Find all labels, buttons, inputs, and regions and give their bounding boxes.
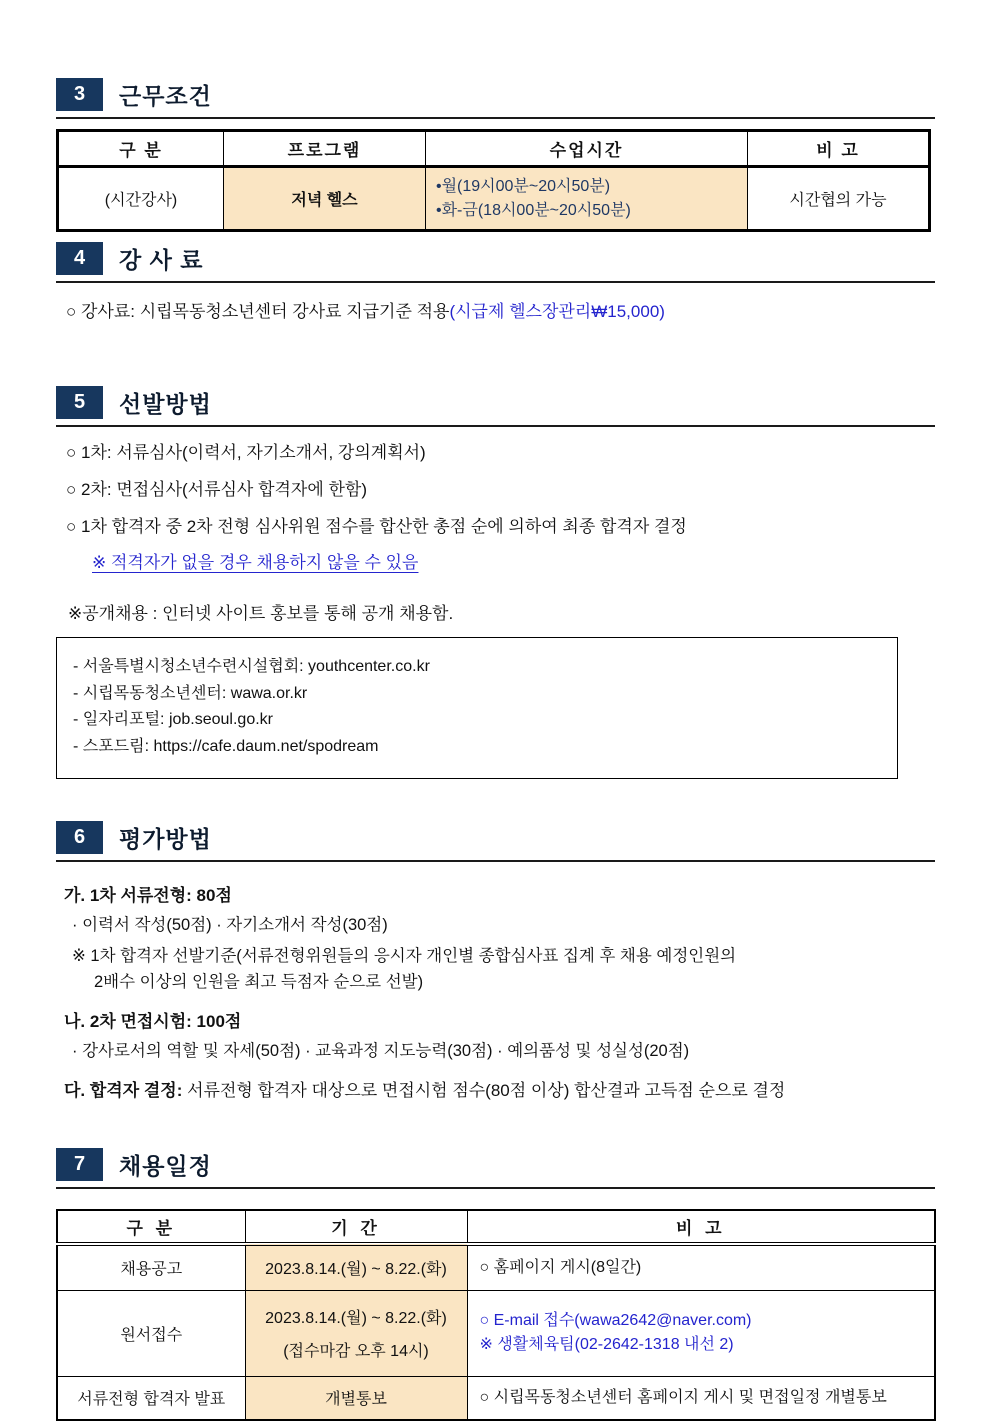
schedule-row-result xyxy=(57,1376,935,1420)
section-7-number-badge: 7 xyxy=(56,1148,103,1181)
eval-first-round-heading: 가. 1차 서류전형: 80점 xyxy=(64,886,232,905)
work-col-program: 프로그램 xyxy=(224,131,426,167)
result-remark: ○ 시립목동청소년센터 홈페이지 게시 및 면접일정 개별통보 xyxy=(467,1376,935,1420)
section-4-number-badge: 4 xyxy=(56,242,103,275)
work-col-class-time: 수업시간 xyxy=(426,131,748,167)
schedule-row-announcement xyxy=(57,1244,935,1290)
work-category-cell: (시간강사) xyxy=(58,167,224,231)
section-6-title: 평가방법 xyxy=(119,826,212,852)
section-7-header xyxy=(56,1148,935,1189)
result-category: 서류전형 합격자 발표 xyxy=(57,1376,245,1420)
recruitment-sites-box xyxy=(56,637,898,779)
application-remark xyxy=(467,1290,935,1376)
result-period: 개별통보 xyxy=(245,1376,467,1420)
site-spodream: - 스포드림: https://cafe.daum.net/spodream xyxy=(73,737,379,755)
evaluation-block xyxy=(56,884,935,1102)
application-category: 원서접수 xyxy=(57,1290,245,1376)
selection-item-1: ○ 1차: 서류심사(이력서, 자기소개서, 강의계획서) xyxy=(66,443,426,462)
work-col-remark: 비 고 xyxy=(748,131,930,167)
section-6-header xyxy=(56,821,935,862)
eval-second-round-item: · 강사로서의 역할 및 자세(50점) · 교육과정 지도능력(30점) · 예의품성 및 성실성(20점) xyxy=(72,1042,690,1060)
announcement-remark: ○ 홈페이지 게시(8일간) xyxy=(467,1244,935,1290)
fee-amount-text: (시급제 헬스장관리₩15,000) xyxy=(449,302,665,321)
schedule-col-period: 기 간 xyxy=(245,1210,467,1244)
application-period-line-1: 2023.8.14.(월) ~ 8.22.(화) xyxy=(265,1310,447,1327)
announcement-period: 2023.8.14.(월) ~ 8.22.(화) xyxy=(245,1244,467,1290)
application-remark-line-2: ※ 생활체육팀(02-2642-1318 내선 2) xyxy=(479,1336,734,1353)
announcement-category: 채용공고 xyxy=(57,1244,245,1290)
site-youthcenter: - 서울특별시청소년수련시설협회: youthcenter.co.kr xyxy=(73,658,430,675)
section-3-title: 근무조건 xyxy=(119,83,212,109)
section-4-header xyxy=(56,242,935,283)
work-time-line-1: •월(19시00분~20시50분) xyxy=(436,177,611,195)
fee-line xyxy=(66,297,935,322)
open-recruitment-note: ※공개채용 : 인터넷 사이트 홍보를 통해 공개 채용함. xyxy=(68,604,454,623)
work-col-category: 구 분 xyxy=(58,131,224,167)
section-5-header xyxy=(56,386,935,427)
selection-note: ※ 적격자가 없을 경우 채용하지 않을 수 있음 xyxy=(92,553,419,572)
work-remark-cell: 시간협의 가능 xyxy=(748,167,930,231)
eval-note-line-2: 2배수 이상의 인원을 최고 득점자 순으로 선발) xyxy=(94,973,424,991)
site-job-seoul: - 일자리포털: job.seoul.go.kr xyxy=(73,711,274,728)
eval-note-line-1: ※ 1차 합격자 선발기준(서류전형위원들의 응시자 개인별 종합심사표 집계 후 채용 예정인원의 xyxy=(72,947,737,965)
schedule-header-row xyxy=(57,1210,935,1244)
selection-item-2: ○ 2차: 면접심사(서류심사 합격자에 한함) xyxy=(66,480,367,499)
eval-final-decision-text: 서류전형 합격자 대상으로 면접시험 점수(80점 이상) 합산결과 고득점 순으로 결정 xyxy=(182,1081,786,1100)
section-6-number-badge: 6 xyxy=(56,821,103,854)
eval-first-round-item: · 이력서 작성(50점) · 자기소개서 작성(30점) xyxy=(72,916,388,934)
section-3-header xyxy=(56,78,935,119)
eval-final-decision-label: 다. 합격자 결정: xyxy=(64,1081,183,1100)
section-5-number-badge: 5 xyxy=(56,386,103,419)
work-table-row xyxy=(58,167,930,231)
schedule-table xyxy=(56,1209,936,1421)
work-time-line-2: •화-금(18시00분~20시50분) xyxy=(436,201,631,219)
fee-text: ○ 강사료: 시립목동청소년센터 강사료 지급기준 적용 xyxy=(66,302,450,321)
work-conditions-table xyxy=(56,129,931,232)
selection-item-3: ○ 1차 합격자 중 2차 전형 심사위원 점수를 합산한 총점 순에 의하여 최종 합격자 결정 xyxy=(66,517,687,536)
eval-final-decision-line xyxy=(64,1079,935,1102)
application-remark-line-1: ○ E-mail 접수(wawa2642@naver.com) xyxy=(479,1312,752,1329)
eval-second-round-heading: 나. 2차 면접시험: 100점 xyxy=(64,1012,242,1031)
application-period xyxy=(245,1290,467,1376)
eval-first-round-note xyxy=(72,943,935,995)
section-4-title: 강 사 료 xyxy=(119,247,204,273)
site-wawa: - 시립목동청소년센터: wawa.or.kr xyxy=(73,684,308,702)
section-5-title: 선발방법 xyxy=(119,391,212,417)
application-period-line-2: (접수마감 오후 14시) xyxy=(283,1343,429,1360)
schedule-col-category: 구 분 xyxy=(57,1210,245,1244)
schedule-row-application xyxy=(57,1290,935,1376)
work-time-cell xyxy=(426,167,748,231)
work-program-cell: 저녁 헬스 xyxy=(224,167,426,231)
schedule-col-remark: 비 고 xyxy=(467,1210,935,1244)
work-table-header-row xyxy=(58,131,930,167)
section-7-title: 채용일정 xyxy=(119,1153,212,1179)
section-3-number-badge: 3 xyxy=(56,78,103,111)
